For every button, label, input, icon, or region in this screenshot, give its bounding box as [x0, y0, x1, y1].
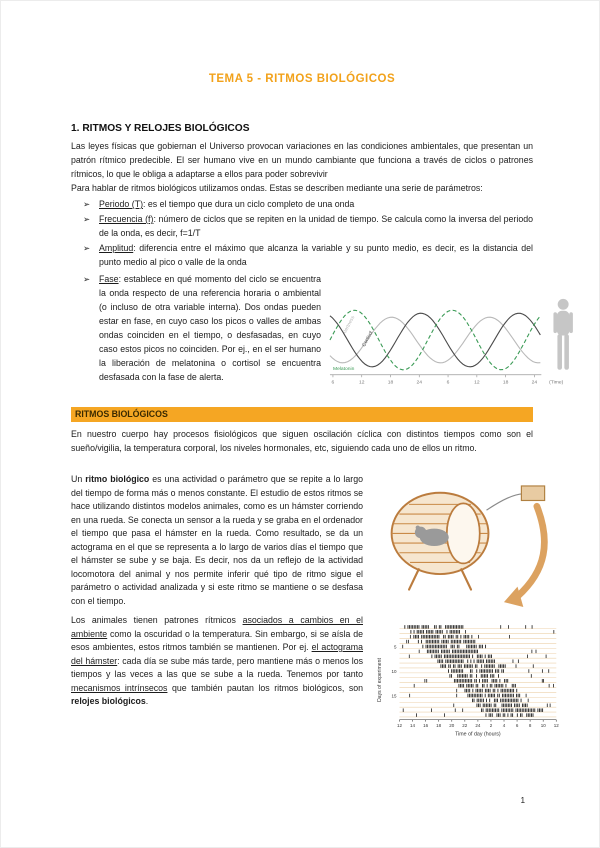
svg-text:Melatonin: Melatonin: [332, 366, 355, 372]
paragraph-intro-2: Para hablar de ritmos biológicos utilizamos ondas. Estas se describen mediante una serie de parámetros:: [71, 183, 483, 193]
svg-text:10: 10: [391, 668, 397, 674]
paragraph-patrones-ritmicos: Los animales tienen patrones rítmicos asociados a cambios en el ambiente como la oscuridad o la temperatura. Sin embargo, si se aísla de esos ambientes, estos ritmos también se mantienen. Por ej. el actograma del hámster: cada día se sube más tarde, pero mantiene más o menos los tiempos y las veces a las que se sube a la rueda. Tenemos por tanto mecanismos intrínsecos que también pautan los ritmos biológicos, son relojes biológicos.: [71, 615, 363, 706]
svg-text:22: 22: [462, 723, 468, 729]
svg-text:12: 12: [553, 723, 559, 729]
svg-text:2: 2: [489, 723, 493, 729]
arrow-bullet-icon: ➢: [83, 243, 91, 253]
arrow-bullet-icon: ➢: [83, 274, 91, 284]
page-number: 1: [520, 796, 525, 805]
arrow-to-actogram-icon: [518, 506, 545, 596]
list-item-text: Fase: establece en qué momento del ciclo se encuentra la onda respecto de una referencia horaria o ambiental (o incluso de otra variable interna). Dos ondas pueden estar en fase, en cuyo caso los picos o valles de ambas ondas coinciden en el tiempo, o desfasadas, en cuyo caso estos picos no coinciden. Por ej., en el ser humano la liberación de melatonina o cortisol se encuentra desfasada con la fase de alerta.: [99, 274, 321, 382]
svg-text:20: 20: [449, 723, 455, 729]
svg-text:Cortisol: Cortisol: [362, 330, 375, 348]
svg-text:Alertness: Alertness: [342, 315, 357, 336]
list-item-periodo: [83, 197, 533, 211]
svg-text:6: 6: [446, 380, 450, 386]
list-item-amplitud: [83, 241, 533, 269]
waves-chart: [325, 293, 585, 393]
highlighted-section-heading: RITMOS BIOLÓGICOS: [71, 407, 533, 422]
svg-text:6: 6: [331, 380, 335, 386]
svg-text:12: 12: [358, 380, 365, 386]
svg-text:12: 12: [474, 380, 480, 386]
list-item-text: Frecuencia (f): número de ciclos que se repiten en la unidad de tiempo. Se calcula como la inversa del periodo de la onda, es decir, f=1/T: [99, 214, 533, 238]
circadian-waves-figure: [325, 293, 585, 393]
list-item-text: Periodo (T): es el tiempo que dura un ciclo completo de una onda: [99, 199, 355, 209]
two-column-block: [71, 473, 559, 743]
page-title: TEMA 5 - RITMOS BIOLÓGICOS: [208, 73, 396, 85]
paragraph-ritmo-biologico: Un ritmo biológico es una actividad o parámetro que se repite a lo largo del tiempo de forma más o menos constante. El estudio de estos ritmos se hace utilizando distintos modelos animales, como es un hámster corriendo en una rueda. Se conecta un sensor a la rueda y se graba en el ordenador el tiempo que pasa el hámster en la rueda. Como resultado, se da un actograma en el que se representa a lo largo de varios días el tiempo que el hámster se sube y se baja. Es decir, nos da un reflejo de la actividad locomotora del animal y nos permite inferir qué tipo de ritmo sigue el parámetro o actividad analizada y si este ritmo se mantiene o se desfasa con el tiempo.: [71, 474, 363, 606]
fase-row: [71, 269, 564, 393]
svg-text:24: 24: [475, 723, 481, 729]
page-content: [1, 1, 599, 743]
svg-text:(Time): (Time): [549, 380, 564, 386]
wave-parameter-list-continued: [71, 271, 321, 384]
hamster-wheel-drawing: [380, 473, 564, 619]
paragraph-intro-1: Las leyes físicas que gobiernan el Universo provocan variaciones en las condiciones ambientales, que presentan un patrón rítmico predecible. El ser humano vive en un mundo cambiante que funciona a través de ciclos o patrones rítmicos, lo que le obliga a adaptarse a ellos para poder sobrevivir: [71, 141, 533, 179]
svg-text:6: 6: [515, 723, 519, 729]
list-item-fase: [83, 272, 321, 384]
svg-text:24: 24: [531, 380, 538, 386]
svg-text:Time of day (hours): Time of day (hours): [455, 731, 501, 738]
svg-text:24: 24: [416, 380, 423, 386]
svg-text:18: 18: [387, 380, 394, 386]
svg-text:18: 18: [436, 723, 442, 729]
arrow-bullet-icon: ➢: [83, 199, 91, 209]
svg-text:10: 10: [540, 723, 546, 729]
svg-text:4: 4: [502, 723, 506, 729]
svg-text:16: 16: [423, 723, 429, 729]
svg-text:12: 12: [396, 723, 402, 729]
arrow-bullet-icon: ➢: [83, 214, 91, 224]
list-item-frecuencia: [83, 212, 533, 240]
svg-text:5: 5: [394, 644, 397, 650]
svg-text:18: 18: [502, 380, 509, 386]
actogram-figure: [374, 619, 570, 743]
svg-text:Days of experiment: Days of experiment: [376, 658, 383, 702]
list-item-text: Amplitud: diferencia entre el máximo que alcanza la variable y su punto medio, es decir, es la distancia del punto medio al pico o valle de la onda: [99, 243, 533, 267]
section-1-heading: 1. RITMOS Y RELOJES BIOLÓGICOS: [71, 123, 250, 134]
paragraph-ritmos-intro: En nuestro cuerpo hay procesos fisiológicos que siguen oscilación cíclica con distintos tiempos como son el sueño/vigilia, la temperatura corporal, los niveles hormonales, etc, siguiendo cada uno de ellos un ritmo.: [71, 429, 533, 453]
svg-text:14: 14: [410, 723, 416, 729]
right-figure-column: [363, 473, 571, 743]
sensor-box-icon: [521, 486, 544, 501]
svg-text:15: 15: [391, 693, 397, 699]
svg-text:8: 8: [528, 723, 532, 729]
wave-parameter-list: [71, 197, 533, 269]
sensor-cable: [487, 494, 524, 510]
actogram-chart: [374, 619, 570, 743]
hamster-wheel-illustration: [380, 473, 564, 619]
left-text-column: [71, 473, 363, 743]
